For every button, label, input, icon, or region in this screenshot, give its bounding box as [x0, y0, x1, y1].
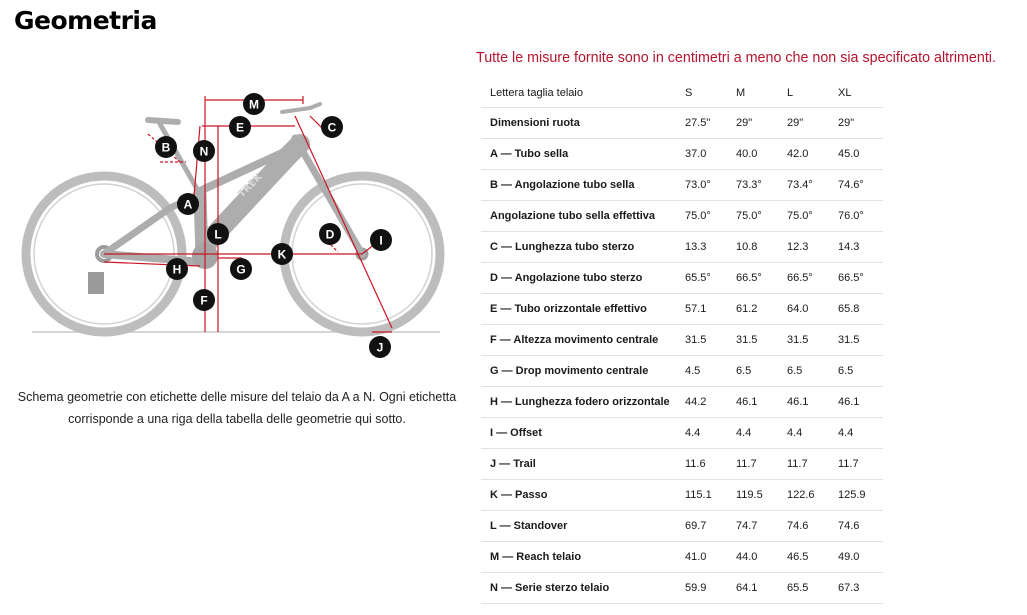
table-row — [481, 573, 883, 604]
value-cell: 57.1 — [676, 294, 727, 325]
row-label: J — Trail — [481, 449, 676, 480]
value-cell: 4.4 — [829, 418, 883, 449]
value-cell: 74.6° — [829, 170, 883, 201]
row-label: G — Drop movimento centrale — [481, 356, 676, 387]
table-row — [481, 449, 883, 480]
value-cell: 4.4 — [727, 418, 778, 449]
value-cell: 31.5 — [829, 325, 883, 356]
marker-l — [207, 223, 229, 245]
value-cell: 59.9 — [676, 573, 727, 604]
value-cell: 44.0 — [727, 542, 778, 573]
value-cell: 73.0° — [676, 170, 727, 201]
svg-text:E: E — [235, 120, 245, 135]
value-cell: 31.5 — [727, 325, 778, 356]
value-cell: 45.0 — [829, 139, 883, 170]
value-cell: 11.6 — [676, 449, 727, 480]
svg-text:F: F — [200, 293, 208, 308]
table-row — [481, 139, 883, 170]
header-frame-size-label: Lettera taglia telaio — [481, 79, 676, 108]
value-cell: 12.3 — [778, 232, 829, 263]
marker-a — [177, 193, 199, 215]
table-row — [481, 480, 883, 511]
value-cell: 49.0 — [829, 542, 883, 573]
value-cell: 31.5 — [778, 325, 829, 356]
value-cell: 10.8 — [727, 232, 778, 263]
header-size-m: M — [727, 79, 778, 108]
value-cell: 6.5 — [829, 356, 883, 387]
value-cell: 13.3 — [676, 232, 727, 263]
marker-n — [193, 140, 215, 162]
marker-m — [243, 93, 265, 115]
value-cell: 65.8 — [829, 294, 883, 325]
svg-text:D: D — [325, 227, 335, 242]
value-cell: 76.0° — [829, 201, 883, 232]
value-cell: 11.7 — [727, 449, 778, 480]
table-row — [481, 325, 883, 356]
marker-e — [229, 116, 251, 138]
value-cell: 46.1 — [829, 387, 883, 418]
value-cell: 29" — [778, 108, 829, 139]
svg-text:I: I — [379, 233, 383, 248]
value-cell: 46.1 — [778, 387, 829, 418]
row-label: D — Angolazione tubo sterzo — [481, 263, 676, 294]
value-cell: 65.5° — [676, 263, 727, 294]
value-cell: 122.6 — [778, 480, 829, 511]
value-cell: 6.5 — [778, 356, 829, 387]
value-cell: 75.0° — [727, 201, 778, 232]
frame-logo: TREK — [236, 171, 265, 201]
value-cell: 4.4 — [778, 418, 829, 449]
value-cell: 40.0 — [727, 139, 778, 170]
value-cell: 29" — [829, 108, 883, 139]
table-row — [481, 108, 883, 139]
table-row — [481, 511, 883, 542]
table-row — [481, 201, 883, 232]
value-cell: 119.5 — [727, 480, 778, 511]
svg-text:L: L — [214, 227, 222, 242]
svg-text:K: K — [277, 247, 287, 262]
row-label: I — Offset — [481, 418, 676, 449]
svg-text:B: B — [161, 140, 171, 155]
marker-b — [155, 136, 177, 158]
header-size-l: L — [778, 79, 829, 108]
marker-i — [370, 229, 392, 251]
svg-text:M: M — [249, 97, 259, 112]
row-label: C — Lunghezza tubo sterzo — [481, 232, 676, 263]
marker-f — [193, 289, 215, 311]
value-cell: 42.0 — [778, 139, 829, 170]
value-cell: 11.7 — [829, 449, 883, 480]
row-label: Dimensioni ruota — [481, 108, 676, 139]
marker-d — [319, 223, 341, 245]
value-cell: 11.7 — [778, 449, 829, 480]
value-cell: 29" — [727, 108, 778, 139]
row-label: F — Altezza movimento centrale — [481, 325, 676, 356]
table-row — [481, 356, 883, 387]
value-cell: 66.5° — [778, 263, 829, 294]
table-row — [481, 294, 883, 325]
value-cell: 74.6 — [829, 511, 883, 542]
table-row — [481, 263, 883, 294]
row-label: Angolazione tubo sella effettiva — [481, 201, 676, 232]
svg-text:C: C — [327, 120, 337, 135]
table-header-row — [481, 79, 883, 108]
svg-text:J: J — [376, 340, 384, 355]
row-label: E — Tubo orizzontale effettivo — [481, 294, 676, 325]
header-size-xl: XL — [829, 79, 883, 108]
value-cell: 31.5 — [676, 325, 727, 356]
value-cell: 67.3 — [829, 573, 883, 604]
page-title: Geometria — [14, 6, 157, 35]
value-cell: 73.4° — [778, 170, 829, 201]
svg-text:H: H — [172, 262, 182, 277]
value-cell: 65.5 — [778, 573, 829, 604]
header-size-s: S — [676, 79, 727, 108]
value-cell: 73.3° — [727, 170, 778, 201]
value-cell: 44.2 — [676, 387, 727, 418]
value-cell: 64.1 — [727, 573, 778, 604]
table-row — [481, 542, 883, 573]
row-label: K — Passo — [481, 480, 676, 511]
value-cell: 4.4 — [676, 418, 727, 449]
marker-c — [321, 116, 343, 138]
svg-text:G: G — [236, 262, 246, 277]
value-cell: 75.0° — [676, 201, 727, 232]
marker-h — [166, 258, 188, 280]
row-label: L — Standover — [481, 511, 676, 542]
value-cell: 115.1 — [676, 480, 727, 511]
value-cell: 4.5 — [676, 356, 727, 387]
table-row — [481, 418, 883, 449]
row-label: N — Serie sterzo telaio — [481, 573, 676, 604]
value-cell: 27.5" — [676, 108, 727, 139]
svg-text:A: A — [183, 197, 193, 212]
value-cell: 74.6 — [778, 511, 829, 542]
geometry-diagram — [20, 86, 450, 366]
row-label: B — Angolazione tubo sella — [481, 170, 676, 201]
value-cell: 46.5 — [778, 542, 829, 573]
value-cell: 61.2 — [727, 294, 778, 325]
geometry-table — [481, 79, 883, 604]
value-cell: 66.5° — [829, 263, 883, 294]
value-cell: 14.3 — [829, 232, 883, 263]
row-label: H — Lunghezza fodero orizzontale — [481, 387, 676, 418]
svg-text:N: N — [199, 144, 209, 159]
marker-k — [271, 243, 293, 265]
value-cell: 125.9 — [829, 480, 883, 511]
row-label: M — Reach telaio — [481, 542, 676, 573]
value-cell: 74.7 — [727, 511, 778, 542]
value-cell: 75.0° — [778, 201, 829, 232]
table-row — [481, 232, 883, 263]
marker-j — [369, 336, 391, 358]
bike-frame — [88, 104, 362, 294]
value-cell: 66.5° — [727, 263, 778, 294]
value-cell: 41.0 — [676, 542, 727, 573]
value-cell: 64.0 — [778, 294, 829, 325]
value-cell: 69.7 — [676, 511, 727, 542]
value-cell: 6.5 — [727, 356, 778, 387]
value-cell: 37.0 — [676, 139, 727, 170]
table-row — [481, 170, 883, 201]
row-label: A — Tubo sella — [481, 139, 676, 170]
table-row — [481, 387, 883, 418]
value-cell: 46.1 — [727, 387, 778, 418]
marker-g — [230, 258, 252, 280]
units-notice: Tutte le misure fornite sono in centimetri a meno che non sia specificato altrimenti. — [476, 50, 996, 66]
diagram-caption: Schema geometrie con etichette delle misure del telaio da A a N. Ogni etichetta corrisponde a una riga della tabella delle geometrie qui sotto. — [17, 390, 457, 426]
